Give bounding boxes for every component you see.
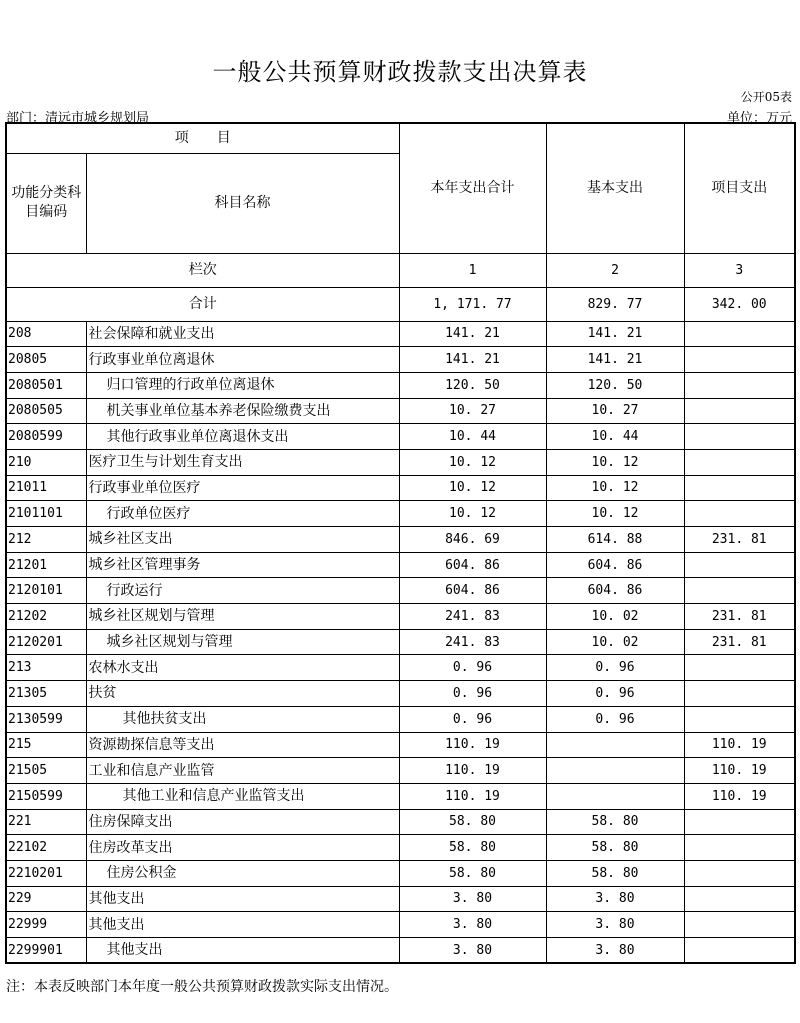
row-code: 2210201 bbox=[6, 860, 86, 886]
table-row bbox=[6, 501, 795, 527]
row-project bbox=[684, 655, 795, 681]
row-name: 扶贫 bbox=[86, 681, 399, 707]
row-code: 210 bbox=[6, 449, 86, 475]
table-row bbox=[6, 604, 795, 630]
row-basic: 58. 80 bbox=[546, 860, 684, 886]
row-basic: 604. 86 bbox=[546, 578, 684, 604]
row-name: 其他支出 bbox=[86, 912, 399, 938]
row-total: 846. 69 bbox=[399, 527, 546, 553]
row-name: 住房公积金 bbox=[86, 860, 399, 886]
summary-basic: 829. 77 bbox=[546, 287, 684, 321]
row-name: 农林水支出 bbox=[86, 655, 399, 681]
summary-total: 1, 171. 77 bbox=[399, 287, 546, 321]
row-basic: 3. 80 bbox=[546, 938, 684, 964]
row-total: 10. 12 bbox=[399, 449, 546, 475]
row-code: 21201 bbox=[6, 552, 86, 578]
row-project bbox=[684, 835, 795, 861]
row-name: 机关事业单位基本养老保险缴费支出 bbox=[86, 398, 399, 424]
row-name: 行政事业单位医疗 bbox=[86, 475, 399, 501]
row-project bbox=[684, 398, 795, 424]
row-name: 行政运行 bbox=[86, 578, 399, 604]
unit-label: 单位：万元 bbox=[726, 111, 792, 126]
row-name: 住房改革支出 bbox=[86, 835, 399, 861]
row-code: 208 bbox=[6, 321, 86, 347]
row-total: 10. 44 bbox=[399, 424, 546, 450]
row-name: 行政单位医疗 bbox=[86, 501, 399, 527]
table-row bbox=[6, 347, 795, 373]
row-total: 10. 12 bbox=[399, 501, 546, 527]
row-project bbox=[684, 321, 795, 347]
header-code: 功能分类科目编码 bbox=[6, 153, 86, 253]
table-row bbox=[6, 835, 795, 861]
row-basic: 3. 80 bbox=[546, 886, 684, 912]
row-name: 城乡社区支出 bbox=[86, 527, 399, 553]
form-number: 公开05表 bbox=[740, 90, 792, 104]
table-row bbox=[6, 912, 795, 938]
row-total: 3. 80 bbox=[399, 886, 546, 912]
row-total: 0. 96 bbox=[399, 706, 546, 732]
row-total: 3. 80 bbox=[399, 938, 546, 964]
row-total: 58. 80 bbox=[399, 809, 546, 835]
row-project: 110. 19 bbox=[684, 732, 795, 758]
table-row bbox=[6, 655, 795, 681]
row-code: 2080501 bbox=[6, 372, 86, 398]
table-row bbox=[6, 706, 795, 732]
row-total: 58. 80 bbox=[399, 835, 546, 861]
row-code: 213 bbox=[6, 655, 86, 681]
row-project bbox=[684, 501, 795, 527]
row-basic bbox=[546, 732, 684, 758]
row-code: 21011 bbox=[6, 475, 86, 501]
table-row bbox=[6, 758, 795, 784]
row-basic: 10. 12 bbox=[546, 449, 684, 475]
table-row bbox=[6, 578, 795, 604]
row-project bbox=[684, 912, 795, 938]
row-basic: 3. 80 bbox=[546, 912, 684, 938]
row-basic: 141. 21 bbox=[546, 321, 684, 347]
table-row bbox=[6, 449, 795, 475]
row-code: 2080505 bbox=[6, 398, 86, 424]
row-basic: 10. 44 bbox=[546, 424, 684, 450]
row-project bbox=[684, 372, 795, 398]
row-project bbox=[684, 860, 795, 886]
table-row bbox=[6, 860, 795, 886]
header-row-item bbox=[6, 123, 795, 153]
row-total: 604. 86 bbox=[399, 552, 546, 578]
table-row bbox=[6, 938, 795, 964]
summary-row bbox=[6, 287, 795, 321]
row-total: 110. 19 bbox=[399, 783, 546, 809]
row-project bbox=[684, 809, 795, 835]
row-code: 2120101 bbox=[6, 578, 86, 604]
table-row bbox=[6, 372, 795, 398]
row-basic: 0. 96 bbox=[546, 681, 684, 707]
row-project: 231. 81 bbox=[684, 527, 795, 553]
row-basic: 10. 27 bbox=[546, 398, 684, 424]
row-name: 城乡社区规划与管理 bbox=[86, 604, 399, 630]
department-label: 部门：清远市城乡规划局 bbox=[6, 111, 150, 126]
row-total: 241. 83 bbox=[399, 604, 546, 630]
footnote: 注：本表反映部门本年度一般公共预算财政拨款实际支出情况。 bbox=[6, 979, 398, 995]
row-code: 215 bbox=[6, 732, 86, 758]
row-total: 58. 80 bbox=[399, 860, 546, 886]
row-code: 22999 bbox=[6, 912, 86, 938]
row-code: 2150599 bbox=[6, 783, 86, 809]
row-name: 其他行政事业单位离退休支出 bbox=[86, 424, 399, 450]
header-total: 本年支出合计 bbox=[399, 123, 546, 253]
row-code: 20805 bbox=[6, 347, 86, 373]
row-code: 221 bbox=[6, 809, 86, 835]
row-name: 城乡社区管理事务 bbox=[86, 552, 399, 578]
row-project bbox=[684, 475, 795, 501]
column-index-2: 2 bbox=[546, 253, 684, 287]
row-basic: 120. 50 bbox=[546, 372, 684, 398]
row-total: 241. 83 bbox=[399, 629, 546, 655]
table-row bbox=[6, 398, 795, 424]
table-row bbox=[6, 681, 795, 707]
row-name: 工业和信息产业监管 bbox=[86, 758, 399, 784]
row-basic: 141. 21 bbox=[546, 347, 684, 373]
row-total: 0. 96 bbox=[399, 655, 546, 681]
row-name: 社会保障和就业支出 bbox=[86, 321, 399, 347]
row-name: 归口管理的行政单位离退休 bbox=[86, 372, 399, 398]
row-project bbox=[684, 449, 795, 475]
table-row bbox=[6, 809, 795, 835]
row-name: 其他支出 bbox=[86, 938, 399, 964]
row-project: 110. 19 bbox=[684, 758, 795, 784]
row-total: 110. 19 bbox=[399, 732, 546, 758]
row-name: 其他扶贫支出 bbox=[86, 706, 399, 732]
row-project: 110. 19 bbox=[684, 783, 795, 809]
column-index-3: 3 bbox=[684, 253, 795, 287]
expenditure-table bbox=[5, 122, 796, 964]
row-basic: 10. 02 bbox=[546, 604, 684, 630]
summary-label: 合计 bbox=[6, 287, 399, 321]
header-item: 项 目 bbox=[6, 123, 399, 153]
table-row bbox=[6, 886, 795, 912]
row-code: 2120201 bbox=[6, 629, 86, 655]
row-code: 21202 bbox=[6, 604, 86, 630]
table-row bbox=[6, 552, 795, 578]
row-basic bbox=[546, 758, 684, 784]
row-total: 10. 27 bbox=[399, 398, 546, 424]
row-project bbox=[684, 578, 795, 604]
report-title: 一般公共预算财政拨款支出决算表 bbox=[212, 58, 588, 86]
row-basic: 614. 88 bbox=[546, 527, 684, 553]
row-project bbox=[684, 681, 795, 707]
row-project bbox=[684, 424, 795, 450]
row-name: 其他支出 bbox=[86, 886, 399, 912]
row-basic: 0. 96 bbox=[546, 706, 684, 732]
table-row bbox=[6, 732, 795, 758]
row-code: 21505 bbox=[6, 758, 86, 784]
row-name: 医疗卫生与计划生育支出 bbox=[86, 449, 399, 475]
table-row bbox=[6, 527, 795, 553]
row-total: 120. 50 bbox=[399, 372, 546, 398]
row-total: 10. 12 bbox=[399, 475, 546, 501]
row-basic: 10. 02 bbox=[546, 629, 684, 655]
row-total: 110. 19 bbox=[399, 758, 546, 784]
row-project bbox=[684, 938, 795, 964]
table-row bbox=[6, 424, 795, 450]
row-code: 2130599 bbox=[6, 706, 86, 732]
row-code: 2080599 bbox=[6, 424, 86, 450]
row-basic: 604. 86 bbox=[546, 552, 684, 578]
row-name: 其他工业和信息产业监管支出 bbox=[86, 783, 399, 809]
row-basic: 58. 80 bbox=[546, 835, 684, 861]
column-label: 栏次 bbox=[6, 253, 399, 287]
row-total: 141. 21 bbox=[399, 347, 546, 373]
summary-project: 342. 00 bbox=[684, 287, 795, 321]
row-project bbox=[684, 347, 795, 373]
row-code: 229 bbox=[6, 886, 86, 912]
header-name: 科目名称 bbox=[86, 153, 399, 253]
row-project: 231. 81 bbox=[684, 604, 795, 630]
header-basic: 基本支出 bbox=[546, 123, 684, 253]
row-total: 0. 96 bbox=[399, 681, 546, 707]
table-row bbox=[6, 629, 795, 655]
table-row bbox=[6, 783, 795, 809]
table-body bbox=[6, 123, 795, 963]
row-total: 3. 80 bbox=[399, 912, 546, 938]
row-name: 住房保障支出 bbox=[86, 809, 399, 835]
row-code: 21305 bbox=[6, 681, 86, 707]
row-total: 604. 86 bbox=[399, 578, 546, 604]
row-code: 2101101 bbox=[6, 501, 86, 527]
column-index-1: 1 bbox=[399, 253, 546, 287]
row-basic: 10. 12 bbox=[546, 475, 684, 501]
row-code: 212 bbox=[6, 527, 86, 553]
row-basic bbox=[546, 783, 684, 809]
table-row bbox=[6, 321, 795, 347]
row-name: 城乡社区规划与管理 bbox=[86, 629, 399, 655]
row-basic: 58. 80 bbox=[546, 809, 684, 835]
row-project bbox=[684, 706, 795, 732]
column-index-row bbox=[6, 253, 795, 287]
row-code: 2299901 bbox=[6, 938, 86, 964]
header-project: 项目支出 bbox=[684, 123, 795, 253]
row-project bbox=[684, 886, 795, 912]
row-name: 行政事业单位离退休 bbox=[86, 347, 399, 373]
row-project bbox=[684, 552, 795, 578]
row-basic: 0. 96 bbox=[546, 655, 684, 681]
row-name: 资源勘探信息等支出 bbox=[86, 732, 399, 758]
table-row bbox=[6, 475, 795, 501]
row-code: 22102 bbox=[6, 835, 86, 861]
row-total: 141. 21 bbox=[399, 321, 546, 347]
row-project: 231. 81 bbox=[684, 629, 795, 655]
row-basic: 10. 12 bbox=[546, 501, 684, 527]
